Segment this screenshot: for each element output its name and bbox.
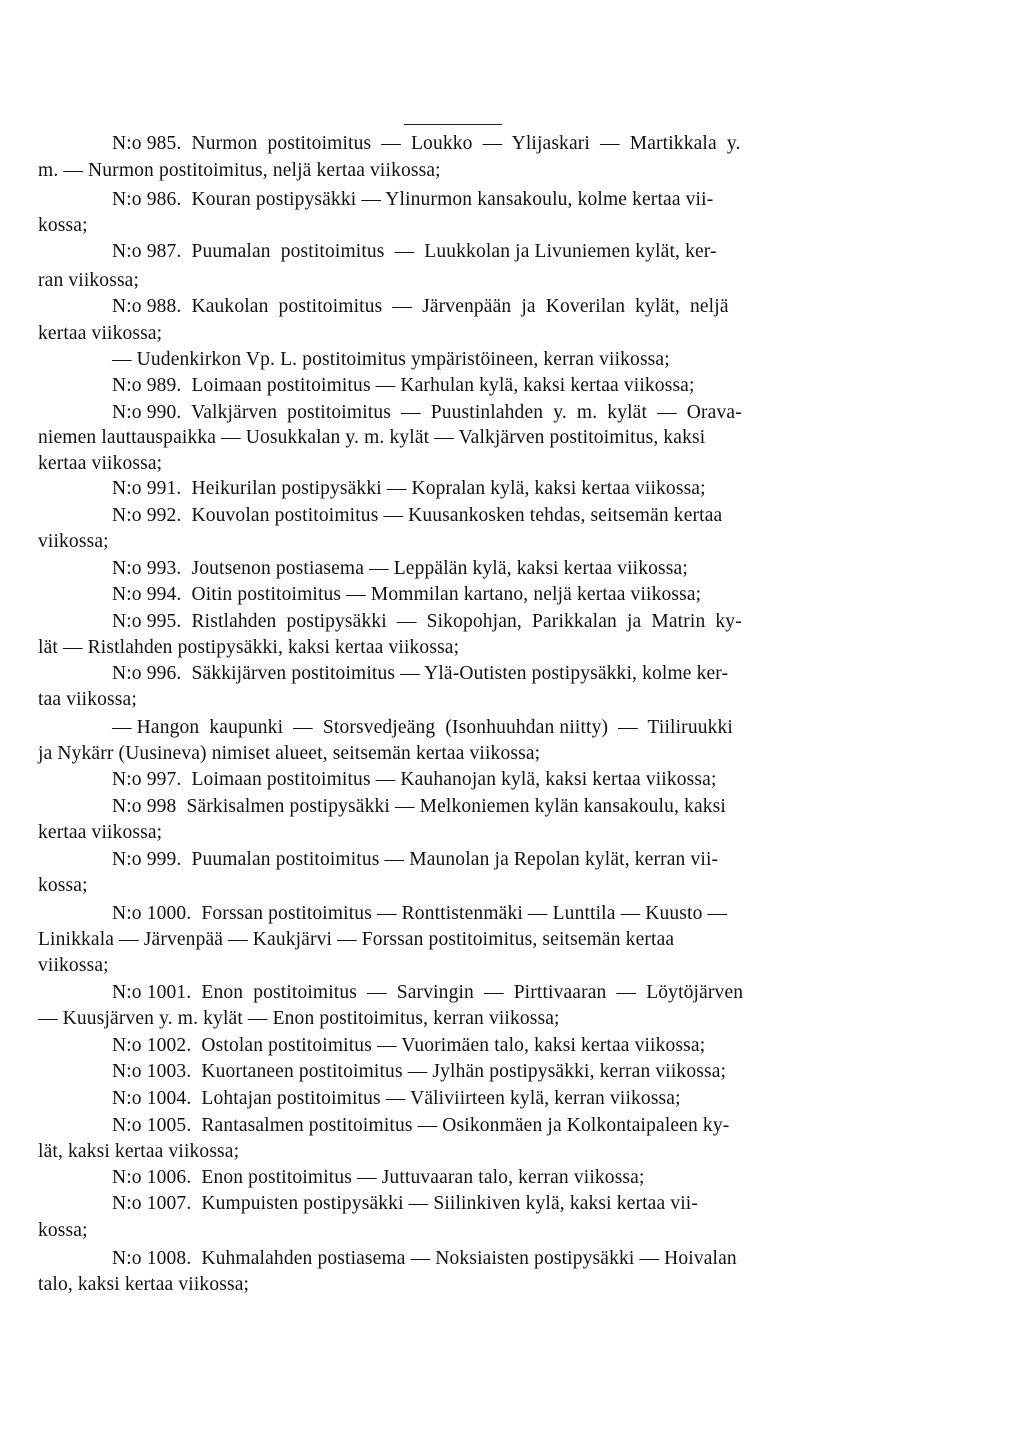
text-line: N:o 988. Kaukolan postitoimitus — Järvenpään ja Koverilan kylät, neljä	[112, 296, 729, 317]
text-line: niemen lauttauspaikka — Uosukkalan y. m. kylät — Valkjärven postitoimitus, kaksi	[38, 427, 706, 448]
text-line: N:o 1008. Kuhmalahden postiasema — Noksiaisten postipysäkki — Hoivalan	[112, 1248, 737, 1269]
text-line: lät — Ristlahden postipysäkki, kaksi kertaa viikossa;	[38, 637, 460, 658]
text-line: N:o 997. Loimaan postitoimitus — Kauhanojan kylä, kaksi kertaa viikossa;	[112, 769, 717, 790]
text-line: kertaa viikossa;	[38, 323, 163, 344]
text-line: N:o 1000. Forssan postitoimitus — Ronttistenmäki — Lunttila — Kuusto —	[112, 903, 728, 924]
text-line: — Kuusjärven y. m. kylät — Enon postitoimitus, kerran viikossa;	[38, 1008, 560, 1029]
text-line: N:o 996. Säkkijärven postitoimitus — Ylä-Outisten postipysäkki, kolme ker-	[112, 663, 729, 684]
text-line: N:o 998 Särkisalmen postipysäkki — Melkoniemen kylän kansakoulu, kaksi	[112, 796, 726, 817]
text-line: N:o 990. Valkjärven postitoimitus — Puustinlahden y. m. kylät — Orava-	[112, 402, 742, 423]
text-line: viikossa;	[38, 531, 109, 552]
text-line: N:o 995. Ristlahden postipysäkki — Sikopohjan, Parikkalan ja Matrin ky-	[112, 611, 742, 632]
header-rule	[404, 124, 502, 125]
text-line: taa viikossa;	[38, 689, 137, 710]
text-line: N:o 986. Kouran postipysäkki — Ylinurmon kansakoulu, kolme kertaa vii-	[112, 189, 714, 210]
text-line: kossa;	[38, 215, 88, 236]
text-line: — Hangon kaupunki — Storsvedjeäng (Isonhuuhdan niitty) — Tiiliruukki	[112, 717, 733, 738]
text-line: kossa;	[38, 1220, 88, 1241]
text-line: N:o 991. Heikurilan postipysäkki — Kopralan kylä, kaksi kertaa viikossa;	[112, 478, 706, 499]
text-line: lät, kaksi kertaa viikossa;	[38, 1141, 240, 1162]
text-line: N:o 1001. Enon postitoimitus — Sarvingin — Pirttivaaran — Löytöjärven	[112, 982, 744, 1003]
text-line: N:o 985. Nurmon postitoimitus — Loukko — Ylijaskari — Martikkala y.	[112, 133, 741, 154]
text-line: — Uudenkirkon Vp. L. postitoimitus ympäristöineen, kerran viikossa;	[112, 349, 670, 370]
text-line: N:o 987. Puumalan postitoimitus — Luukkolan ja Livuniemen kylät, ker-	[112, 241, 717, 262]
text-line: N:o 994. Oitin postitoimitus — Mommilan kartano, neljä kertaa viikossa;	[112, 584, 702, 605]
text-line: talo, kaksi kertaa viikossa;	[38, 1274, 250, 1295]
text-line: N:o 1004. Lohtajan postitoimitus — Väliviirteen kylä, kerran viikossa;	[112, 1088, 681, 1109]
text-line: N:o 989. Loimaan postitoimitus — Karhulan kylä, kaksi kertaa viikossa;	[112, 375, 695, 396]
text-line: kertaa viikossa;	[38, 822, 163, 843]
text-line: N:o 992. Kouvolan postitoimitus — Kuusankosken tehdas, seitsemän kertaa	[112, 505, 723, 526]
text-line: N:o 1005. Rantasalmen postitoimitus — Osikonmäen ja Kolkontaipaleen ky-	[112, 1115, 730, 1136]
text-line: N:o 1006. Enon postitoimitus — Juttuvaaran talo, kerran viikossa;	[112, 1167, 645, 1188]
text-line: kossa;	[38, 875, 88, 896]
text-line: m. — Nurmon postitoimitus, neljä kertaa viikossa;	[38, 160, 441, 181]
text-line: Linikkala — Järvenpää — Kaukjärvi — Forssan postitoimitus, seitsemän kertaa	[38, 929, 675, 950]
text-line: kertaa viikossa;	[38, 453, 163, 474]
text-line: N:o 1007. Kumpuisten postipysäkki — Siilinkiven kylä, kaksi kertaa vii-	[112, 1193, 698, 1214]
text-line: N:o 1003. Kuortaneen postitoimitus — Jylhän postipysäkki, kerran viikossa;	[112, 1061, 727, 1082]
text-line: N:o 993. Joutsenon postiasema — Leppälän kylä, kaksi kertaa viikossa;	[112, 558, 688, 579]
text-line: ja Nykärr (Uusineva) nimiset alueet, seitsemän kertaa viikossa;	[38, 743, 541, 764]
text-line: ran viikossa;	[38, 270, 140, 291]
text-line: N:o 1002. Ostolan postitoimitus — Vuorimäen talo, kaksi kertaa viikossa;	[112, 1035, 706, 1056]
text-line: N:o 999. Puumalan postitoimitus — Maunolan ja Repolan kylät, kerran vii-	[112, 849, 719, 870]
text-line: viikossa;	[38, 955, 109, 976]
